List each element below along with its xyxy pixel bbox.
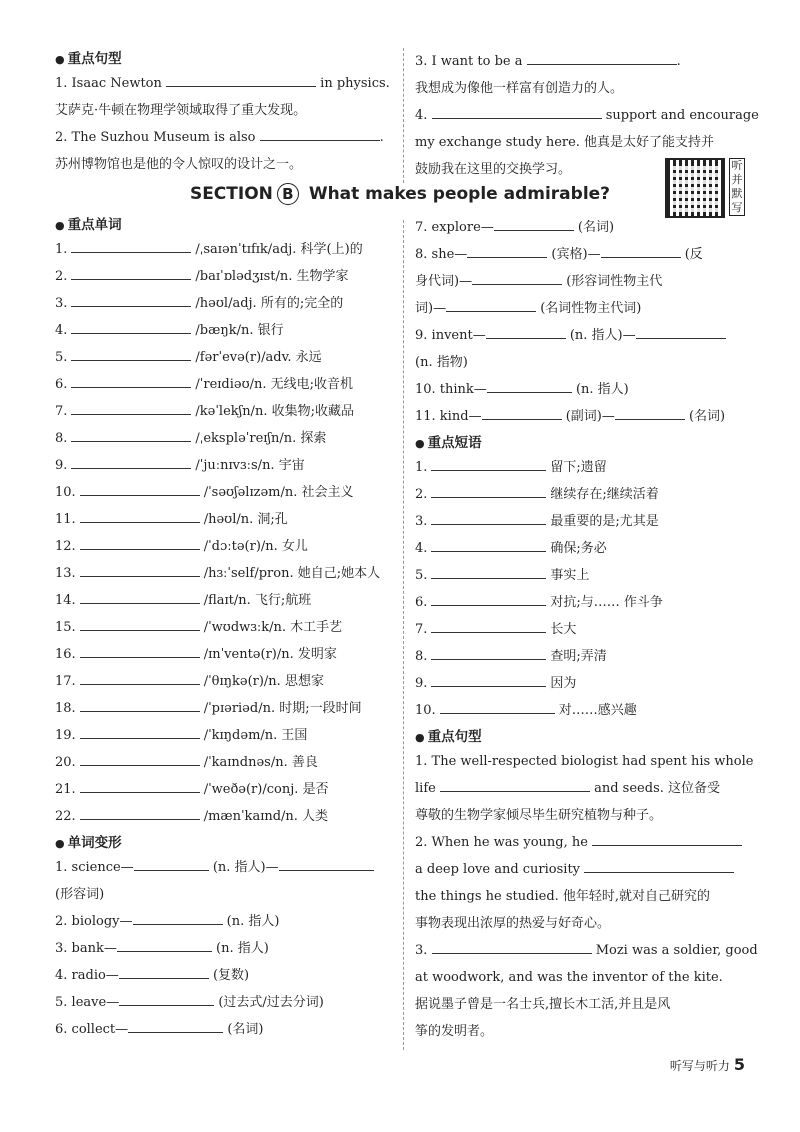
- item-number: 10.: [415, 703, 436, 718]
- list-item: [55, 803, 395, 830]
- answer-blank[interactable]: [486, 324, 566, 339]
- sentence-line: 1. The well-respected biologist had spent his whole: [415, 754, 754, 769]
- answer-blank[interactable]: [80, 562, 200, 577]
- word-forms-heading: [55, 832, 395, 854]
- heading-text: 重点句型: [427, 729, 482, 745]
- item-text: /kəˈlekʃn/n. 收集物;收藏品: [195, 404, 354, 419]
- list-item: [415, 454, 745, 481]
- list-item: [55, 668, 395, 695]
- answer-blank[interactable]: [119, 991, 214, 1006]
- heading-text: 单词变形: [67, 835, 122, 851]
- translation-line: 艾萨克·牛顿在物理学领域取得了重大发现。: [55, 103, 307, 118]
- form-item: [415, 241, 745, 268]
- text: support and encourage: [605, 108, 759, 123]
- item-number: 9.: [55, 458, 68, 473]
- text: 11. kind—: [415, 409, 482, 424]
- list-item: [415, 508, 745, 535]
- item-text: 最重要的是;尤其是: [550, 514, 659, 529]
- form-item: [55, 908, 395, 935]
- text: 7. explore—: [415, 220, 494, 235]
- answer-blank[interactable]: [431, 456, 546, 471]
- answer-blank[interactable]: [117, 937, 212, 952]
- list-item: [55, 776, 395, 803]
- list-item: [55, 560, 395, 587]
- item-text: /ˈsəʊʃəlɪzəm/n. 社会主义: [203, 485, 354, 500]
- answer-blank[interactable]: [482, 405, 562, 420]
- item-number: 2.: [55, 269, 68, 284]
- item-number: 11.: [55, 512, 76, 527]
- answer-blank[interactable]: [260, 126, 380, 141]
- text: 2. biology—: [55, 914, 133, 929]
- item-text: /ˈwʊdwɜːk/n. 木工手艺: [203, 620, 343, 635]
- text: (名词): [577, 220, 615, 235]
- phrases-list: [415, 454, 745, 724]
- translation-line: 据说墨子曾是一名士兵,擅长木工活,并且是风: [415, 997, 671, 1012]
- translation-line: 事物表现出浓厚的热爱与好奇心。: [415, 916, 611, 931]
- answer-blank[interactable]: [431, 510, 546, 525]
- list-item: [55, 533, 395, 560]
- answer-blank[interactable]: [134, 856, 209, 871]
- text: 身代词)—: [415, 274, 473, 289]
- sentence-line: [55, 70, 395, 97]
- section-name: What makes people admirable?: [308, 184, 611, 204]
- item-number: 15.: [55, 620, 76, 635]
- answer-blank[interactable]: [128, 1018, 223, 1033]
- answer-blank[interactable]: [166, 72, 316, 87]
- page-footer: [670, 1055, 745, 1074]
- text: in physics.: [320, 76, 390, 91]
- text: 4.: [415, 108, 428, 123]
- item-text: /ˈθɪŋkə(r)/n. 思想家: [203, 674, 324, 689]
- column-divider-top: [403, 48, 404, 183]
- text: (反: [684, 247, 703, 262]
- item-text: /ˈkɪŋdəm/n. 王国: [203, 728, 308, 743]
- answer-blank[interactable]: [80, 778, 200, 793]
- key-sentences-heading: [55, 48, 395, 70]
- sentence-line: [415, 829, 745, 856]
- answer-blank[interactable]: [432, 104, 602, 119]
- text: 词)—: [415, 301, 447, 316]
- item-number: 12.: [55, 539, 76, 554]
- answer-blank[interactable]: [80, 724, 200, 739]
- answer-blank[interactable]: [71, 454, 191, 469]
- answer-blank[interactable]: [527, 50, 677, 65]
- item-number: 10.: [55, 485, 76, 500]
- item-number: 7.: [55, 404, 68, 419]
- item-text: 因为: [550, 676, 577, 691]
- answer-blank[interactable]: [584, 858, 734, 873]
- list-item: [55, 479, 395, 506]
- item-number: 6.: [415, 595, 428, 610]
- list-item: [55, 263, 395, 290]
- answer-blank[interactable]: [472, 270, 562, 285]
- answer-blank[interactable]: [80, 643, 200, 658]
- text: 9. invent—: [415, 328, 486, 343]
- section-letter-badge: B: [277, 183, 299, 205]
- item-number: 3.: [55, 296, 68, 311]
- text: 3.: [415, 943, 428, 958]
- answer-blank[interactable]: [71, 265, 191, 280]
- list-item: [415, 643, 745, 670]
- answer-blank[interactable]: [119, 964, 209, 979]
- list-item: [55, 749, 395, 776]
- item-number: 6.: [55, 377, 68, 392]
- item-text: /baɪˈɒlədʒɪst/n. 生物学家: [195, 269, 349, 284]
- item-text: /ˌsaɪənˈtɪfɪk/adj. 科学(上)的: [195, 242, 363, 257]
- item-number: 9.: [415, 676, 428, 691]
- item-text: /ˌekspləˈreɪʃn/n. 探索: [195, 431, 327, 446]
- list-item: [55, 425, 395, 452]
- item-number: 4.: [55, 323, 68, 338]
- list-item: [415, 562, 745, 589]
- item-number: 14.: [55, 593, 76, 608]
- form-item: [415, 349, 745, 376]
- item-number: 3.: [415, 514, 428, 529]
- answer-blank[interactable]: [431, 645, 546, 660]
- item-text: /ɪnˈventə(r)/n. 发明家: [203, 647, 337, 662]
- text: 4. radio—: [55, 968, 119, 983]
- form-item: [415, 403, 745, 430]
- item-text: /bæŋk/n. 银行: [195, 323, 284, 338]
- text: (n. 指人): [226, 914, 280, 929]
- list-item: [415, 616, 745, 643]
- heading-text: 重点句型: [67, 51, 122, 67]
- answer-blank[interactable]: [431, 564, 546, 579]
- list-item: [415, 697, 745, 724]
- list-item: [55, 371, 395, 398]
- text: 3. bank—: [55, 941, 117, 956]
- item-text: 长大: [550, 622, 577, 637]
- item-text: 对……感兴趣: [558, 703, 637, 718]
- answer-blank[interactable]: [71, 346, 191, 361]
- sentence-line: my exchange study here. 他真是太好了能支持并: [415, 135, 715, 150]
- item-text: 对抗;与…… 作斗争: [550, 595, 663, 610]
- section-prefix: SECTION: [189, 184, 273, 204]
- text: 3. I want to be a: [415, 54, 523, 69]
- text: (名词): [227, 1022, 264, 1037]
- list-item: [55, 722, 395, 749]
- item-text: /flaɪt/n. 飞行;航班: [203, 593, 312, 608]
- sentence-line: [415, 102, 759, 129]
- item-number: 17.: [55, 674, 76, 689]
- item-number: 8.: [55, 431, 68, 446]
- text: (副词)—: [565, 409, 615, 424]
- item-text: /mænˈkaɪnd/n. 人类: [203, 809, 329, 824]
- form-item: [55, 1016, 395, 1043]
- text: (名词): [688, 409, 726, 424]
- answer-blank[interactable]: [487, 378, 572, 393]
- item-number: 18.: [55, 701, 76, 716]
- item-number: 13.: [55, 566, 76, 581]
- form-item: [55, 989, 395, 1016]
- answer-blank[interactable]: [80, 481, 200, 496]
- item-text: /ˈkaɪndnəs/n. 善良: [203, 755, 318, 770]
- sentence-line: [55, 124, 395, 151]
- text: 1. Isaac Newton: [55, 76, 162, 91]
- form-item: [55, 962, 395, 989]
- sentence-line: at woodwork, and was the inventor of the kite.: [415, 970, 723, 985]
- text: (宾格)—: [551, 247, 601, 262]
- text: (n. 指人)—: [212, 860, 279, 875]
- list-item: [55, 614, 395, 641]
- item-text: 继续存在;继续活着: [550, 487, 659, 502]
- answer-blank[interactable]: [71, 319, 191, 334]
- answer-blank[interactable]: [432, 939, 592, 954]
- text: (n. 指人): [216, 941, 269, 956]
- answer-blank[interactable]: [431, 537, 546, 552]
- answer-blank[interactable]: [80, 670, 200, 685]
- text: 8. she—: [415, 247, 468, 262]
- sentence-line: the things he studied. 他年轻时,就对自己研究的: [415, 889, 711, 904]
- answer-blank[interactable]: [71, 400, 191, 415]
- form-item: [55, 881, 395, 908]
- text: 6. collect—: [55, 1022, 129, 1037]
- key-sentences-heading-2: [415, 726, 745, 748]
- right-column: [415, 214, 758, 1045]
- item-text: /ˈjuːnɪvɜːs/n. 宇宙: [195, 458, 305, 473]
- left-column: [55, 214, 395, 1043]
- bullet-icon: ●: [415, 731, 425, 744]
- text: (n. 指物): [415, 355, 468, 370]
- answer-blank[interactable]: [636, 324, 726, 339]
- form-item: [415, 214, 745, 241]
- heading-text: 重点单词: [67, 217, 122, 233]
- answer-blank[interactable]: [80, 589, 200, 604]
- text: (过去式/过去分词): [218, 995, 324, 1010]
- text: .: [676, 54, 681, 69]
- list-item: [55, 317, 395, 344]
- form-item: [55, 935, 395, 962]
- answer-blank[interactable]: [494, 216, 574, 231]
- item-number: 16.: [55, 647, 76, 662]
- text: and seeds. 这位备受: [594, 781, 721, 796]
- list-item: [55, 398, 395, 425]
- item-number: 5.: [55, 350, 68, 365]
- item-number: 19.: [55, 728, 76, 743]
- answer-blank[interactable]: [80, 535, 200, 550]
- answer-blank[interactable]: [71, 373, 191, 388]
- text: (复数): [212, 968, 250, 983]
- list-item: [415, 481, 745, 508]
- bullet-icon: ●: [55, 837, 65, 850]
- top-left-block: [55, 48, 395, 178]
- text: 5. leave—: [55, 995, 120, 1010]
- answer-blank[interactable]: [71, 292, 191, 307]
- item-text: /hɜːˈself/pron. 她自己;她本人: [203, 566, 381, 581]
- list-item: [55, 695, 395, 722]
- list-item: [415, 670, 745, 697]
- answer-blank[interactable]: [601, 243, 681, 258]
- answer-blank[interactable]: [80, 805, 200, 820]
- item-number: 5.: [415, 568, 428, 583]
- list-item: [55, 344, 395, 371]
- item-number: 4.: [415, 541, 428, 556]
- text: 10. think—: [415, 382, 487, 397]
- translation-line: 我想成为像他一样富有创造力的人。: [415, 81, 624, 96]
- words-list: [55, 236, 395, 830]
- form-item: [415, 295, 745, 322]
- text: 2. When he was young, he: [415, 835, 588, 850]
- translation-line: 筝的发明者。: [415, 1024, 494, 1039]
- section-title: [0, 183, 800, 205]
- text: (形容词性物主代: [566, 274, 663, 289]
- item-text: /həʊl/n. 洞;孔: [203, 512, 288, 527]
- text: (n. 指人): [575, 382, 629, 397]
- answer-blank[interactable]: [279, 856, 374, 871]
- answer-blank[interactable]: [431, 483, 546, 498]
- answer-blank[interactable]: [615, 405, 685, 420]
- text: (形容词): [55, 887, 105, 902]
- answer-blank[interactable]: [467, 243, 547, 258]
- item-number: 1.: [55, 242, 68, 257]
- form-item: [415, 376, 745, 403]
- item-number: 1.: [415, 460, 428, 475]
- answer-blank[interactable]: [80, 508, 200, 523]
- key-phrases-heading: [415, 432, 745, 454]
- text: Mozi was a soldier, good: [595, 943, 758, 958]
- form-item: [415, 268, 745, 295]
- item-text: /ˈweðə(r)/conj. 是否: [203, 782, 329, 797]
- item-text: 查明;弄清: [550, 649, 607, 664]
- translation-line: 苏州博物馆也是他的令人惊叹的设计之一。: [55, 157, 303, 172]
- page-number: 5: [733, 1055, 745, 1074]
- form-item: [55, 854, 395, 881]
- answer-blank[interactable]: [133, 910, 223, 925]
- text: a deep love and curiosity: [415, 862, 581, 877]
- item-number: 20.: [55, 755, 76, 770]
- sentence-line: [415, 856, 745, 883]
- answer-blank[interactable]: [440, 777, 590, 792]
- item-number: 8.: [415, 649, 428, 664]
- bullet-icon: ●: [55, 53, 65, 66]
- answer-blank[interactable]: [80, 751, 200, 766]
- list-item: [415, 589, 745, 616]
- item-number: 7.: [415, 622, 428, 637]
- text: 2. The Suzhou Museum is also: [55, 130, 256, 145]
- heading-text: 重点短语: [427, 435, 482, 451]
- sentence-line: [415, 775, 745, 802]
- footer-label: 听写与听力: [669, 1059, 730, 1073]
- answer-blank[interactable]: [440, 699, 555, 714]
- bullet-icon: ●: [415, 437, 425, 450]
- item-text: 确保;务必: [550, 541, 607, 556]
- item-text: /ˈdɔːtə(r)/n. 女儿: [203, 539, 308, 554]
- translation-line: 鼓励我在这里的交换学习。: [415, 162, 572, 177]
- answer-blank[interactable]: [431, 672, 546, 687]
- item-number: 21.: [55, 782, 76, 797]
- list-item: [55, 290, 395, 317]
- list-item: [55, 452, 395, 479]
- item-text: 留下;遗留: [550, 460, 607, 475]
- item-text: /həʊl/adj. 所有的;完全的: [195, 296, 344, 311]
- answer-blank[interactable]: [71, 238, 191, 253]
- item-text: 事实上: [550, 568, 590, 583]
- form-item: [415, 322, 745, 349]
- list-item: [55, 506, 395, 533]
- text: life: [415, 781, 436, 796]
- sentence-line: [415, 937, 758, 964]
- text: (n. 指人)—: [569, 328, 636, 343]
- sentence-line: [415, 48, 745, 75]
- list-item: [55, 641, 395, 668]
- answer-blank[interactable]: [446, 297, 536, 312]
- item-text: /ˈreɪdiəʊ/n. 无线电;收音机: [195, 377, 354, 392]
- list-item: [55, 587, 395, 614]
- text: .: [379, 130, 384, 145]
- list-item: [415, 535, 745, 562]
- answer-blank[interactable]: [592, 831, 742, 846]
- text: (名词性物主代词): [540, 301, 642, 316]
- list-item: [55, 236, 395, 263]
- text: 1. science—: [55, 860, 134, 875]
- answer-blank[interactable]: [431, 591, 546, 606]
- answer-blank[interactable]: [80, 616, 200, 631]
- translation-line: 尊敬的生物学家倾尽毕生研究植物与种子。: [415, 808, 663, 823]
- qr-label: 听并默写: [729, 158, 745, 216]
- key-words-heading: [55, 214, 395, 236]
- item-number: 22.: [55, 809, 76, 824]
- bullet-icon: ●: [55, 219, 65, 232]
- answer-blank[interactable]: [80, 697, 200, 712]
- item-text: /fərˈevə(r)/adv. 永远: [195, 350, 322, 365]
- answer-blank[interactable]: [71, 427, 191, 442]
- column-divider-bottom: [403, 220, 404, 1050]
- answer-blank[interactable]: [431, 618, 546, 633]
- item-number: 2.: [415, 487, 428, 502]
- item-text: /ˈpɪəriəd/n. 时期;一段时间: [203, 701, 362, 716]
